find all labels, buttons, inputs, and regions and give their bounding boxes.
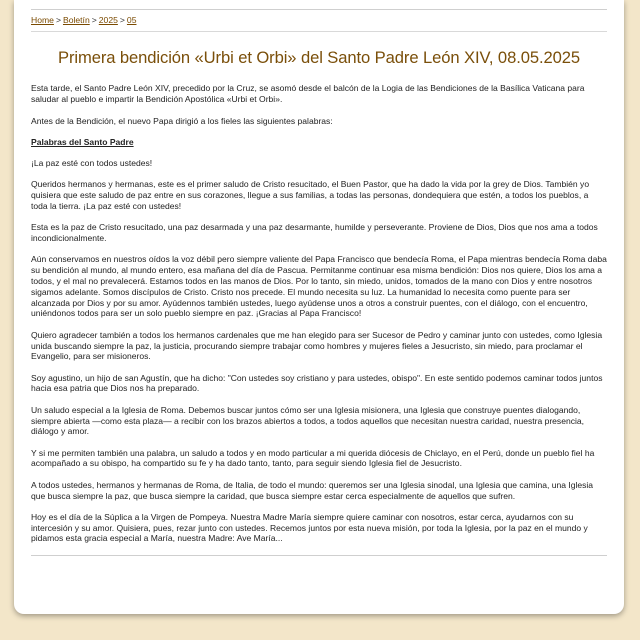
breadcrumb-divider [31,31,607,32]
breadcrumb-separator: > [91,15,97,25]
intro-paragraph: Esta tarde, el Santo Padre León XIV, precedido por la Cruz, se asomó desde el balcón de la Logia de las Bendiciones de la Basílica Vaticana para saludar al pueblo e impartir la Bendición Apostólica «Urbi et Orbi». [31,83,585,104]
breadcrumb-separator: > [119,15,125,25]
article-body [31,83,607,544]
top-divider [31,9,607,10]
article-paragraph: Soy agustino, un hijo de san Agustín, que ha dicho: "Con ustedes soy cristiano y para ustedes, obispo". En este sentido podemos caminar todos juntos hacia esa patria que Dios nos ha preparado. [31,372,603,394]
article-paragraph: Aún conservamos en nuestros oídos la voz débil pero siempre valiente del Papa Francisco que bendecía Roma, el Papa mientras bendecía Roma daba su bendición al mundo, al mundo entero, esa mañana del día de Pascua. Permitanme continuar esa misma bendición: Dios nos quiere, Dios los ama a todos, y el mal no prevalecerá. Estamos todos en las manos de Dios. Por lo tanto, sin miedo, unidos, tomados de la mano con Dios y entre nosotros sigamos adelante. Somos discípulos de Cristo. Cristo nos precede. El mundo necesita su luz. La humanidad lo necesita como puente para ser alcanzada por Dios y por su amor. Ayúdennos también ustedes, luego ayúdense unos a otros a construir puentes, con el diálogo, con el encuentro, uniéndonos todos para ser un solo pueblo siempre en paz. ¡Gracias al Papa Francisco! [31,254,607,319]
bottom-divider [31,555,607,556]
article-paragraph: Queridos hermanos y hermanas, este es el primer saludo de Cristo resucitado, el Buen Pastor, que ha dado la vida por la grey de Dios. También yo quisiera que este saludo de paz entre en sus corazones, llegue a sus familias, a todas las personas, dondequiera que estén, a todos los pueblos, a toda la tierra. ¡La paz esté con ustedes! [31,179,590,212]
breadcrumb-link-year[interactable]: 2025 [98,15,118,25]
article-paragraph: A todos ustedes, hermanos y hermanas de Roma, de Italia, de todo el mundo: queremos ser una Iglesia sinodal, una Iglesia que camina, una Iglesia que busca siempre la paz, que busca siempre la caridad, que busca siempre estar cerca especialmente de aquellos que sufren. [31,479,594,501]
page-card [14,0,624,614]
article-paragraph: ¡La paz esté con todos ustedes! [31,158,153,169]
breadcrumb-separator: > [55,15,61,25]
page-title: Primera bendición «Urbi et Orbi» del Santo Padre León XIV, 08.05.2025 [58,48,580,67]
article-paragraph: Hoy es el día de la Súplica a la Virgen de Pompeya. Nuestra Madre María siempre quiere caminar con nosotros, estar cerca, ayudarnos con su intercesión y su amor. Quisiera, pues, rezar junto con ustedes. Recemos juntos por esta nueva misión, por toda la Iglesia, por la paz en el mundo y pidamos esta gracia especial a María, nuestra Madre: Ave María... [31,511,588,544]
content-area [31,0,607,556]
article-paragraph: Esta es la paz de Cristo resucitado, una paz desarmada y una paz desarmante, humilde y perseverante. Proviene de Dios, Dios que nos ama a todos incondicionalmente. [31,222,598,244]
breadcrumb-link-boletin[interactable]: Boletín [62,15,90,25]
article-paragraph: Antes de la Bendición, el nuevo Papa dirigió a los fieles las siguientes palabras: [31,115,333,126]
article-paragraph: Y si me permiten también una palabra, un saludo a todos y en modo particular a mi querida diócesis de Chiclayo, en el Perú, donde un pueblo fiel ha acompañado a su obispo, ha compartido su fe y ha dado tanto, tanto, para seguir siendo Iglesia fiel de Jesucristo. [31,447,595,469]
breadcrumb-link-home[interactable]: Home [31,15,54,25]
article-paragraph: Un saludo especial a la Iglesia de Roma. Debemos buscar juntos cómo ser una Iglesia misionera, una Iglesia que construye puentes dialogando, siempre abierta —como esta plaza— a recibir con los brazos abiertos a todos, a todos aquellos que necesitan nuestra caridad, nuestra presencia, diálogo y amor. [31,404,585,437]
article-paragraph: Quiero agradecer también a todos los hermanos cardenales que me han elegido para ser Sucesor de Pedro y caminar junto con ustedes, como Iglesia unida buscando siempre la paz, la justicia, procurando siempre trabajar como hombres y mujeres fieles a Jesucristo, sin miedo, para proclamar el Evangelio, para ser misioneros. [31,329,603,362]
section-heading: Palabras del Santo Padre [31,136,134,147]
breadcrumb-link-month[interactable]: 05 [126,15,137,25]
breadcrumb [31,15,607,26]
